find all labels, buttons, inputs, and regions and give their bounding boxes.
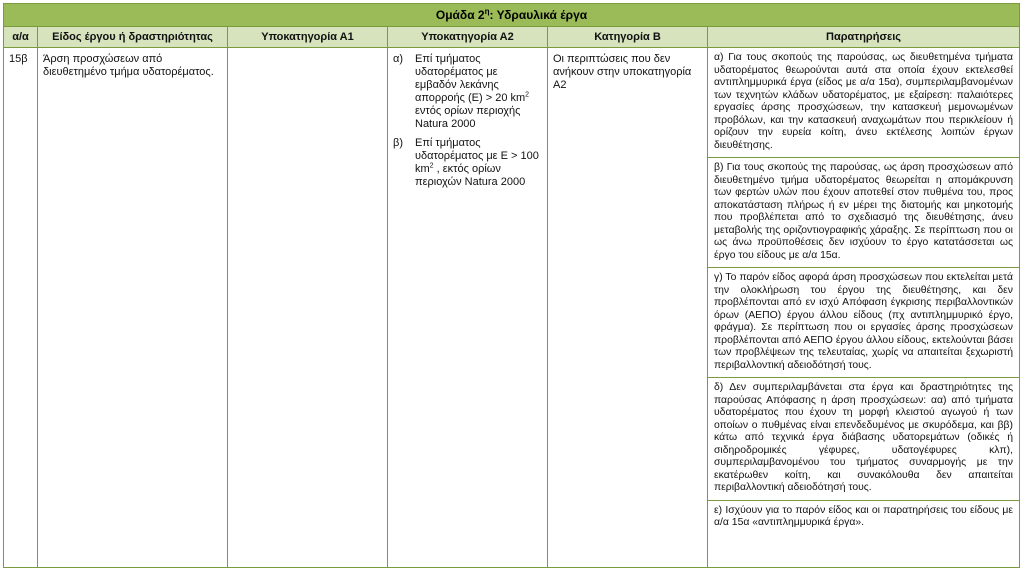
a2-item: β) Επί τμήματος υδατορέματος με Ε > 100 $km^2$ , εκτός ορίων περιοχών Natura 2000 (393, 137, 539, 188)
group-title: Ομάδα $2^\eta$: Υδραυλικά έργα (4, 4, 1020, 27)
header-type: Είδος έργου ή δραστηριότητας (38, 27, 228, 48)
works-table (3, 3, 1020, 568)
a2-item: α) Επί τμήματος υδατορέματος με εμβαδόν λεκάνης απορροής (Ε) > 20 $km^2$ εντός ορίων περιοχής Natura 2000 (393, 53, 530, 130)
cell-type: Άρση προσχώσεων από διευθετημένο τμήμα υδατορέματος. (38, 48, 228, 568)
note-item: β) Για τους σκοπούς της παρούσας, ως άρση προσχώσεων από διευθετημένο τμήμα υδατορέματος θεωρείται η απομάκρυνση των φερτών υλών που έχουν αποτεθεί στον πυθμένα του, προς αποκατάσταση πλήρως ή εν μέρει της διατομής και μηκοτομής που προβλέπεται από το σχεδιασμό της διευθέτησης, άνευ μεταβολής της οριζοντιογραφικής χάραξης. Σε περίπτωση που οι ως άνω προϋποθέσεις δεν ισχύουν το έργο κατατάσσεται ως έργο του είδους με α/α 15α. (708, 158, 1019, 268)
header-subcategory-a1: Υποκατηγορία Α1 (228, 27, 388, 48)
header-category-b: Κατηγορία Β (548, 27, 708, 48)
column-header-row (4, 27, 1020, 48)
note-item: δ) Δεν συμπεριλαμβάνεται στα έργα και δραστηριότητες της παρούσας Απόφασης η άρση προσχώσεων: αα) από τμήματα υδατορέματος που έχουν τη μορφή κλειστού αγωγού ή των οποίων ο πυθμένας είναι επενδεδυμένος με σκυρόδεμα, και ββ) κάτω από τεχνικά έργα διάβασης υδατορεμάτων (οδικές ή σιδηροδρομικές γέφυρες, υδατογέφυρες κλπ), συμπεριλαμβανομένου του τμήματος συναρμογής με την εκατέρωθεν κοίτη, και συνακόλουθα δεν απαιτείται περιβαλλοντική αδειοδότησή τους. (708, 378, 1019, 501)
note-item: α) Για τους σκοπούς της παρούσας, ως διευθετημένα τμήματα υδατορέματος θεωρούνται αυτά στα οποία έχουν εκτελεσθεί αντιπλημμυρικά έργα (είδος με α/α 15α), συμπεριλαμβανομένων των τεχνητών κλάδων υδατορέματος, με εξαίρεση: παλαιότερες εργασίες άρσης προσχώσεων, την κατασκευή μεμονωμένων προβόλων, και την κατασκευή αναχωμάτων που περικλείουν ή ορίζουν την ευρεία κοίτη, άνευ εκτέλεσης λοιπών έργων διευθέτησης. (708, 48, 1019, 158)
cell-subcategory-a2 (388, 48, 548, 568)
note-item: γ) Το παρόν είδος αφορά άρση προσχώσεων που εκτελείται μετά την ολοκλήρωση του έργου της διευθέτησης, και δεν προβλέπονται από εν ισχύ Απόφαση έγκρισης περιβαλλοντικών όρων (ΑΕΠΟ) έργου άλλου είδους (πχ αντιπλημμυρικό έργο, φράγμα). Σε περίπτωση που οι εργασίες άρσης προσχώσεων προβλέπονται από ΑΕΠΟ έργου άλλου είδους, εκτελούνται βάσει των προβλέψεων της τελευταίας, χωρίς να απαιτείται ξεχωριστή περιβαλλοντική αδειοδότησή τους. (708, 268, 1019, 378)
table-row (4, 48, 1020, 568)
note-item: ε) Ισχύουν για το παρόν είδος και οι παρατηρήσεις του είδους με α/α 15α «αντιπλημμυρικά έργα». (714, 504, 1013, 528)
document-table-container (3, 3, 1019, 568)
cell-notes (708, 48, 1020, 568)
header-aa: α/α (4, 27, 38, 48)
cell-category-b: Οι περιπτώσεις που δεν ανήκουν στην υποκατηγορία Α2 (548, 48, 708, 568)
cell-aa: 15β (4, 48, 38, 568)
header-notes: Παρατηρήσεις (708, 27, 1020, 48)
cell-subcategory-a1 (228, 48, 388, 568)
header-subcategory-a2: Υποκατηγορία Α2 (388, 27, 548, 48)
group-header-row (4, 4, 1020, 27)
